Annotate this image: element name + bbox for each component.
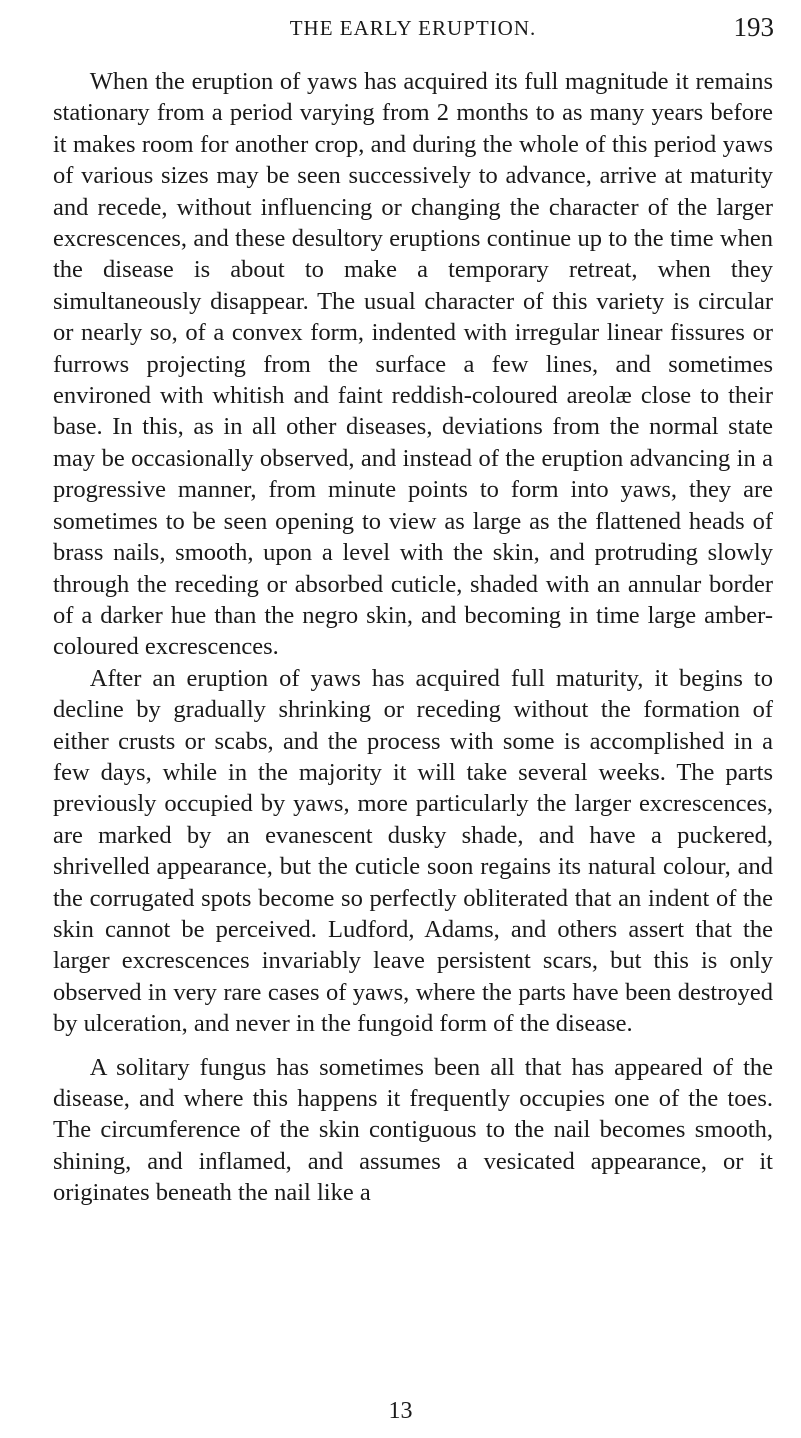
paragraph: A solitary fungus has sometimes been all that has appeared of the disease, and where this happens it frequently occupies one of the toes. The circumference of the skin contiguous to the nail becomes smooth, shining, and inflamed, and assumes a vesicated appearance, or it originates beneath the nail like a xyxy=(53,1053,773,1207)
page-number: 193 xyxy=(733,12,774,42)
running-head: THE EARLY ERUPTION. xyxy=(289,16,537,40)
paragraph: After an eruption of yaws has acquired full maturity, it begins to decline by gradually shrinking or receding without the formation of either crusts or scabs, and the process with some is accomplished in a few days, while in the majority it will take several weeks. The parts previously occupied by yaws, more particularly the larger excrescences, are marked by an evanescent dusky shade, and have a puckered, shrivelled appearance, but the cuticle soon regains its natural colour, and the corrugated spots become so perfectly obliterated that an indent of the skin cannot be perceived. Ludford, Adams, and others assert that the larger excrescences invariably leave persistent scars, but this is only observed in very rare cases of yaws, where the parts have been destroyed by ulceration, and never in the fungoid form of the disease. xyxy=(53,664,773,1038)
body-text xyxy=(53,66,773,1209)
page-header xyxy=(52,12,774,48)
signature-mark: 13 xyxy=(388,1398,413,1424)
paragraph: When the eruption of yaws has acquired its full magnitude it remains stationary from a period varying from 2 months to as many years before it makes room for another crop, and during the whole of this period yaws of various sizes may be seen successively to advance, arrive at maturity and recede, without influencing or changing the character of the larger excrescences, and these desultory eruptions continue up to the time when the disease is about to make a temporary retreat, when they simultaneously disappear. The usual character of this variety is circular or nearly so, of a convex form, indented with irregular linear fissures or furrows projecting from the surface a few lines, and sometimes environed with whitish and faint reddish-coloured areolæ close to their base. In this, as in all other diseases, deviations from the normal state may be occasionally observed, and instead of the eruption advancing in a progressive manner, from minute points to form into yaws, they are sometimes to be seen opening to view as large as the flattened heads of brass nails, smooth, upon a level with the skin, and protruding slowly through the receding or absorbed cuticle, shaded with an annular border of a darker hue than the negro skin, and becoming in time large amber-coloured excrescences. xyxy=(53,68,773,661)
